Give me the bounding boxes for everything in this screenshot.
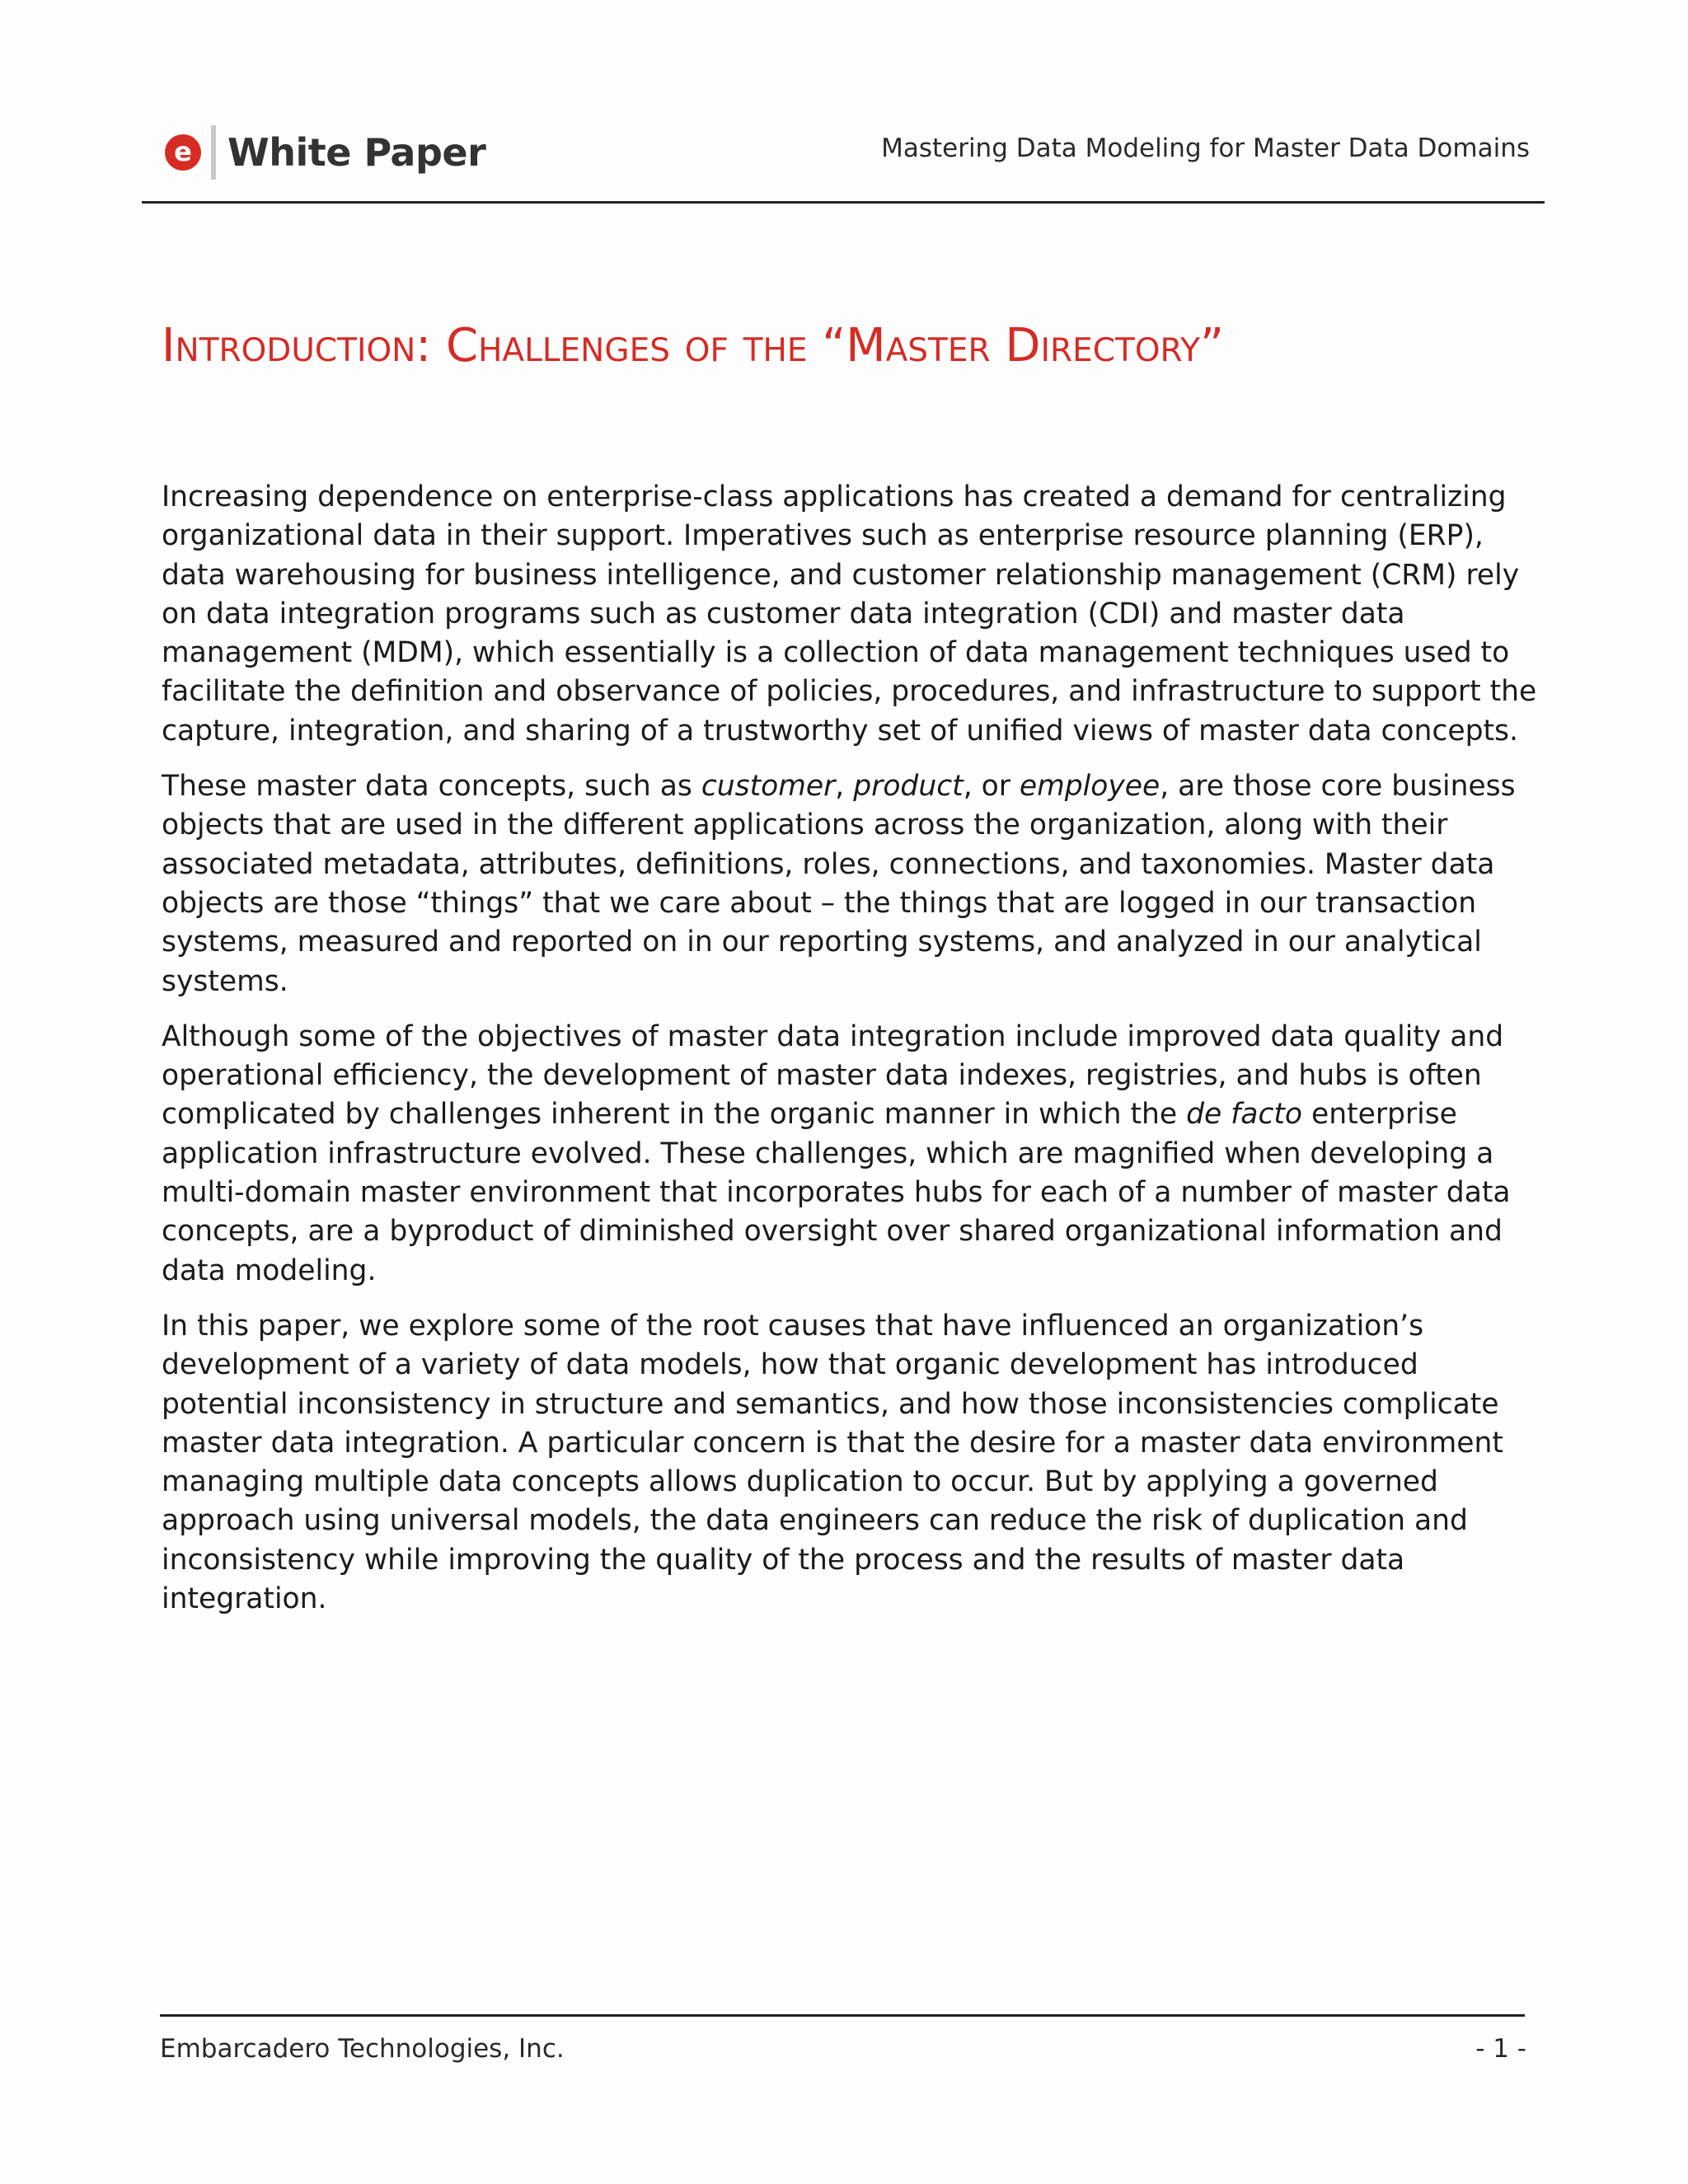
body-text: [162, 478, 1546, 1635]
footer-divider: [160, 2014, 1525, 2017]
white-paper-logo: [165, 124, 485, 181]
term-product: product: [853, 770, 964, 804]
term-customer: customer: [701, 770, 836, 804]
logo-e-icon: e: [165, 134, 201, 171]
section-heading: Introduction: Challenges of the “Master Directory”: [162, 319, 1224, 373]
term-de-facto: de facto: [1186, 1098, 1303, 1132]
paragraph-4: In this paper, we explore some of the root causes that have influenced an organization’s development of a variety of data models, how that organic development has introduced potential inconsistency in structure and semantics, and how those inconsistencies complicate master data integration. A particular concern is that the desire for a master data environment managing multiple data concepts allows duplication to occur. But by applying a governed approach using universal models, the data engineers can reduce the risk of duplication and inconsistency while improving the quality of the process and the results of master data integration.: [162, 1309, 1503, 1616]
paragraph-3: [162, 1018, 1546, 1291]
document-title: Mastering Data Modeling for Master Data Domains: [881, 134, 1530, 163]
footer-company: Embarcadero Technologies, Inc.: [160, 2034, 565, 2064]
paragraph-2-text: These master data concepts, such as: [162, 770, 701, 804]
page-number: - 1 -: [1475, 2034, 1526, 2064]
paragraph-2-text: , are those core business objects that are used in the different applications across the organization, along with their associated metadata, attributes, definitions, roles, connections, and taxonomies. Master data objects are those “things” that we care about – the things that are logged in our transaction systems, measured and reported on in our reporting systems, and analyzed in our analytical systems.: [162, 770, 1516, 998]
paragraph-3-text: enterprise application infrastructure evolved. These challenges, which are magnified when developing a multi-domain master environment that incorporates hubs for each of a number of master data concepts, are a byproduct of diminished oversight over shared organizational information and data modeling.: [162, 1098, 1511, 1287]
page-header: [142, 115, 1545, 204]
paragraph-3-text: Although some of the objectives of master data integration include improved data quality and operational efficiency, the development of master data indexes, registries, and hubs is often complicated by challenges inherent in the organic manner in which the: [162, 1019, 1504, 1132]
term-employee: employee: [1019, 770, 1160, 804]
paragraph-2-text: ,: [835, 770, 854, 804]
paragraph-2-text: , or: [963, 770, 1020, 804]
logo-divider: [211, 125, 216, 180]
logo-text: White Paper: [227, 130, 486, 175]
paragraph-2: [162, 767, 1546, 1001]
paragraph-1: Increasing dependence on enterprise-class applications has created a demand for centralizing organizational data in their support. Imperatives such as enterprise resource planning (ERP), data warehousing for business intelligence, and customer relationship management (CRM) rely on data integration programs such as customer data integration (CDI) and master data management (MDM), which essentially is a collection of data management techniques used to facilitate the definition and observance of policies, procedures, and infrastructure to support the capture, integration, and sharing of a trustworthy set of unified views of master data concepts.: [162, 480, 1537, 748]
